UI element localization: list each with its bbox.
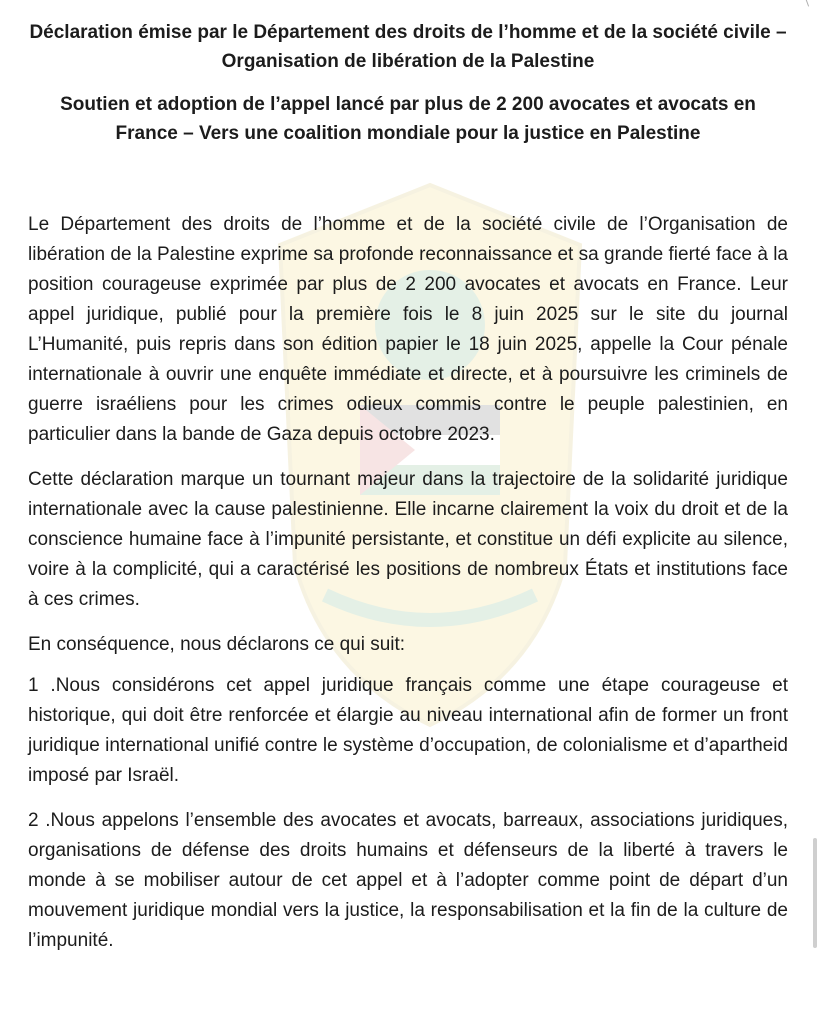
document-subtitle: Soutien et adoption de l’appel lancé par plus de 2 200 avocates et avocats en France – Vers une coalition mondiale pour la justice en Palestine [60, 94, 756, 144]
scrollbar[interactable] [813, 838, 817, 948]
document-title: Déclaration émise par le Département des droits de l’homme et de la société civile – Organisation de libération de la Palestine [29, 22, 787, 72]
document-page [28, 18, 788, 971]
paragraph-2: Cette déclaration marque un tournant majeur dans la trajectoire de la solidarité juridique internationale avec la cause palestinienne. Elle incarne clairement la voix du droit et de la conscience humaine face à l’impunité persistante, et constitue un défi explicite au silence, voire à la complicité, qui a caractérisé les positions de nombreux États et institutions face à ces crimes. [28, 469, 788, 610]
point-1: 1 .Nous considérons cet appel juridique français comme une étape courageuse et historique, qui doit être renforcée et élargie au niveau international afin de former un front juridique international unifié contre le système d’occupation, de colonialisme et d’apartheid imposé par Israël. [28, 675, 788, 786]
corner-mark [798, 0, 809, 9]
paragraph-1: Le Département des droits de l’homme et de la société civile de l’Organisation de libération de la Palestine exprime sa profonde reconnaissance et sa grande fierté face à la position courageuse exprimée par plus de 2 200 avocates et avocats en France. Leur appel juridique, publié pour la première fois le 8 juin 2025 sur le site du journal L’Humanité, puis repris dans son édition papier le 18 juin 2025, appelle la Cour pénale internationale à ouvrir une enquête immédiate et directe, et à poursuivre les criminels de guerre israéliens pour les crimes odieux commis contre le peuple palestinien, en particulier dans la bande de Gaza depuis octobre 2023. [28, 214, 788, 445]
declaration-intro: En conséquence, nous déclarons ce qui suit: [28, 634, 406, 655]
point-2: 2 .Nous appelons l’ensemble des avocates et avocats, barreaux, associations juridiques, organisations de défense des droits humains et défenseurs de la liberté à travers le monde à se mobiliser autour de cet appel et à l’adopter comme point de départ d’un mouvement juridique mondial vers la justice, la responsabilisation et la fin de la culture de l’impunité. [28, 810, 788, 951]
